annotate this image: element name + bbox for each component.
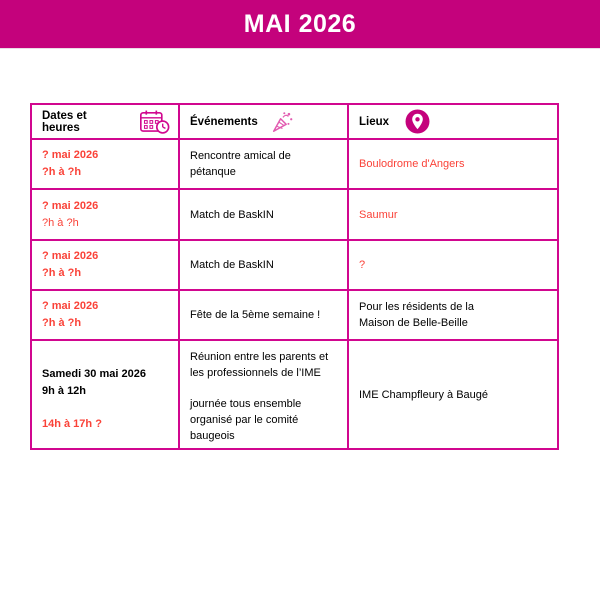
date-line: Samedi 30 mai 2026: [42, 368, 146, 380]
col-header-dates: [31, 104, 179, 139]
time-line: 9h à 12h: [42, 385, 87, 397]
lieu-cell: [348, 340, 558, 449]
event-text: journée tous ensemble organisé par le comité baugeois: [190, 398, 302, 442]
lieu-cell: [348, 189, 558, 240]
dates-cell: [31, 240, 179, 290]
dates-cell: [31, 340, 179, 449]
header-row: [31, 104, 558, 139]
col-header-lieux-label: Lieux: [359, 115, 390, 128]
table-row: [31, 189, 558, 240]
time-line-alt: 14h à 17h ?: [42, 418, 102, 430]
lieu-cell: [348, 240, 558, 290]
event-cell: [179, 290, 348, 340]
event-text: Fête de la 5ème semaine !: [190, 309, 321, 321]
date-line: ? mai 2026: [42, 250, 99, 262]
event-cell: [179, 139, 348, 189]
lieu-text: IME Champfleury à Baugé: [359, 388, 489, 401]
party-popper-icon: [270, 110, 294, 134]
event-cell: [179, 340, 348, 449]
lieu-text: ?: [359, 259, 366, 271]
date-line: ? mai 2026: [42, 149, 99, 161]
dates-cell: [31, 139, 179, 189]
event-cell: [179, 189, 348, 240]
event-text: Match de BaskIN: [190, 208, 274, 221]
time-line: ?h à ?h: [42, 317, 82, 329]
date-line: ? mai 2026: [42, 300, 99, 312]
location-pin-icon: [405, 109, 430, 134]
events-table: [30, 103, 559, 450]
lieu-cell: [348, 139, 558, 189]
event-cell: [179, 240, 348, 290]
dates-cell: [31, 290, 179, 340]
event-text: Rencontre amical de pétanque: [190, 150, 291, 178]
blank-line: [42, 400, 170, 416]
table-row: [31, 290, 558, 340]
col-header-dates-label: Dates et heures: [42, 109, 87, 134]
calendar-clock-icon: [139, 109, 170, 134]
table-row: [31, 340, 558, 449]
banner: [0, 0, 600, 49]
event-text: Match de BaskIN: [190, 259, 274, 271]
col-header-lieux: [348, 104, 558, 139]
date-line: ? mai 2026: [42, 199, 99, 212]
table-row: [31, 240, 558, 290]
col-header-events: [179, 104, 348, 139]
lieu-text: Pour les résidents de la: [359, 301, 474, 313]
dates-cell: [31, 189, 179, 240]
col-header-events-label: Événements: [190, 115, 258, 128]
table-row: [31, 139, 558, 189]
event-text: Réunion entre les parents et les professionnels de l’IME: [190, 351, 329, 379]
lieu-cell: [348, 290, 558, 340]
time-line: ?h à ?h: [42, 166, 82, 178]
lieu-text: Boulodrome d'Angers: [359, 158, 465, 170]
document-body: [30, 103, 600, 450]
time-line: ?h à ?h: [42, 267, 82, 279]
lieu-text: Maison de Belle-Beille: [359, 317, 468, 329]
page-title: MAI 2026: [243, 9, 357, 38]
lieu-text: Saumur: [359, 208, 398, 221]
time-line: ?h à ?h: [42, 216, 79, 229]
